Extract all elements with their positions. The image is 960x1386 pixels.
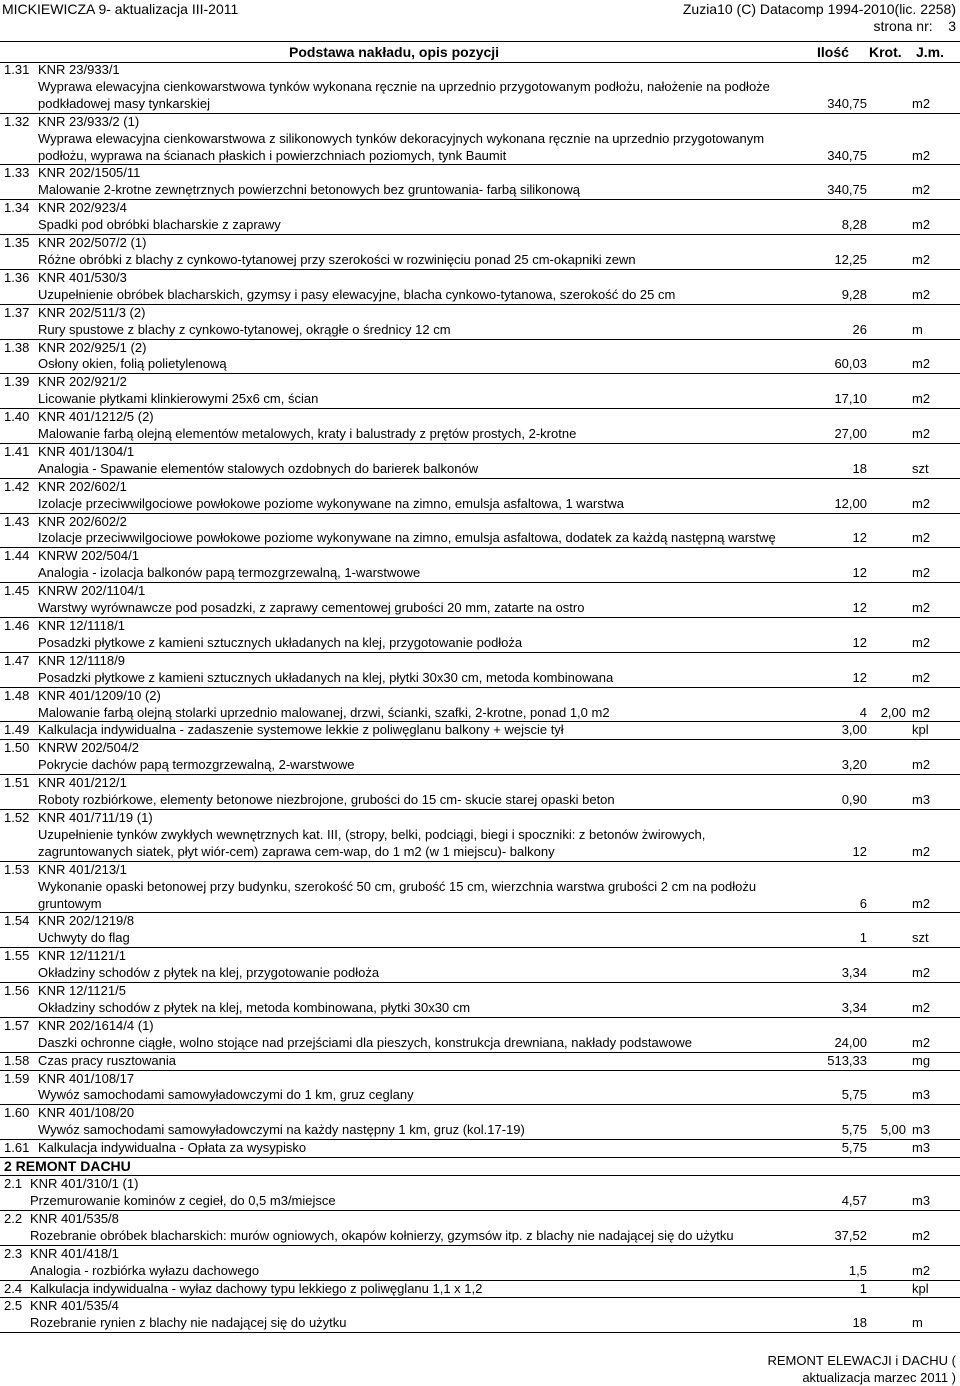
item-quantity: 4 bbox=[859, 704, 867, 720]
item-number: 1.53 bbox=[4, 861, 30, 877]
table-row bbox=[0, 1246, 960, 1281]
table-row bbox=[0, 479, 960, 514]
table-row bbox=[0, 114, 960, 166]
item-unit: m2 bbox=[912, 251, 931, 267]
item-code: KNR 12/1118/9 bbox=[38, 652, 125, 668]
item-description: Spadki pod obróbki blacharskie z zaprawy bbox=[38, 217, 281, 233]
table-row bbox=[0, 1298, 960, 1333]
item-unit: m2 bbox=[912, 965, 931, 981]
item-quantity: 26 bbox=[852, 321, 867, 337]
item-description: Okładziny schodów z płytek na klej, przygotowanie podłoża bbox=[38, 965, 380, 981]
table-row bbox=[0, 810, 960, 862]
item-unit: m2 bbox=[912, 182, 931, 198]
column-unit: J.m. bbox=[916, 44, 945, 60]
item-description: Warstwy wyrównawcze pod posadzki, z zaprawy cementowej grubości 20 mm, zatarte na ostro bbox=[38, 600, 585, 616]
table-row bbox=[0, 514, 960, 549]
item-unit: m2 bbox=[912, 147, 931, 163]
item-quantity: 3,20 bbox=[841, 757, 867, 773]
item-number: 1.59 bbox=[4, 1070, 30, 1086]
item-number: 2.1 bbox=[4, 1176, 23, 1192]
page-indicator bbox=[683, 18, 956, 35]
item-description: Wywóz samochodami samowyładowczymi na każdy następny 1 km, gruz (kol.17-19) bbox=[38, 1122, 525, 1138]
table-row bbox=[0, 913, 960, 948]
item-quantity: 6 bbox=[859, 895, 867, 911]
item-unit: m2 bbox=[912, 843, 931, 859]
item-quantity: 27,00 bbox=[834, 426, 867, 442]
item-description: Izolacje przeciwwilgociowe powłokowe poziome wykonywane na zimno, emulsja asfaltowa, 1 warstwa bbox=[38, 495, 624, 511]
item-quantity: 1 bbox=[859, 1280, 867, 1296]
item-quantity: 12,25 bbox=[834, 251, 867, 267]
item-number: 2.4 bbox=[4, 1280, 23, 1296]
item-number: 1.41 bbox=[4, 443, 30, 459]
item-description: Rozebranie obróbek blacharskich: murów ogniowych, okapów kołnierzy, gzymsów itp. z blachy nie nadającej się do użytku bbox=[30, 1227, 734, 1243]
item-description: Okładziny schodów z płytek na klej, metoda kombinowana, płytki 30x30 cm bbox=[38, 999, 471, 1015]
item-unit: m2 bbox=[912, 1262, 931, 1278]
item-quantity: 12 bbox=[852, 600, 867, 616]
item-code: KNR 401/310/1 (1) bbox=[30, 1176, 139, 1192]
document-title: MICKIEWICZA 9- aktualizacja III-2011 bbox=[2, 1, 239, 17]
item-unit: m2 bbox=[912, 286, 931, 302]
item-quantity: 12 bbox=[852, 843, 867, 859]
table-row bbox=[0, 583, 960, 618]
item-description: Rury spustowe z blachy z cynkowo-tytanowej, okrągłe o średnicy 12 cm bbox=[38, 321, 451, 337]
item-unit: m3 bbox=[912, 1122, 931, 1138]
item-unit: m2 bbox=[912, 495, 931, 511]
item-unit: m3 bbox=[912, 1140, 931, 1156]
item-number: 1.46 bbox=[4, 618, 30, 633]
item-code: KNRW 202/1104/1 bbox=[38, 583, 146, 599]
item-unit: m2 bbox=[912, 530, 931, 546]
table-row bbox=[0, 270, 960, 305]
item-quantity: 3,34 bbox=[841, 999, 867, 1015]
item-unit: m2 bbox=[912, 757, 931, 773]
item-description: Malowanie farbą olejną elementów metalowych, kraty i balustrady z prętów prostych, 2-krotne bbox=[38, 426, 577, 442]
item-unit: m2 bbox=[912, 95, 931, 111]
table-row bbox=[0, 340, 960, 375]
item-quantity: 340,75 bbox=[827, 182, 867, 198]
item-quantity: 60,03 bbox=[834, 356, 867, 372]
item-quantity: 12 bbox=[852, 530, 867, 546]
table-row bbox=[0, 948, 960, 983]
item-description: Posadzki płytkowe z kamieni sztucznych układanych na klej, płytki 30x30 cm, metoda kombinowana bbox=[38, 669, 614, 685]
item-description: Wywóz samochodami samowyładowczymi do 1 km, gruz ceglany bbox=[38, 1087, 414, 1103]
item-unit: mg bbox=[912, 1052, 931, 1068]
item-number: 1.45 bbox=[4, 583, 30, 599]
item-number: 1.54 bbox=[4, 913, 30, 929]
table-row bbox=[0, 740, 960, 775]
item-description: Wyprawa elewacyjna cienkowarstwowa z silikonowych tynków dekoracyjnych wykonana ręcznie na uprzednio przygotowanym podłożu, wyprawa na ścianach płaskich i powierzchniach poziomych, tynk Baumit bbox=[38, 130, 765, 163]
item-quantity: 0,90 bbox=[841, 792, 867, 808]
item-code: KNR 202/923/4 bbox=[38, 200, 127, 216]
item-number: 1.55 bbox=[4, 948, 30, 964]
item-quantity: 24,00 bbox=[834, 1034, 867, 1050]
item-code: KNR 202/1219/8 bbox=[38, 913, 135, 929]
item-quantity: 18 bbox=[852, 1315, 867, 1331]
table-row bbox=[0, 1211, 960, 1246]
item-quantity: 340,75 bbox=[827, 147, 867, 163]
item-number: 1.32 bbox=[4, 113, 30, 129]
page-label: strona nr: bbox=[873, 18, 933, 34]
item-unit: m bbox=[912, 1315, 923, 1331]
item-description: Roboty rozbiórkowe, elementy betonowe niezbrojone, grubości do 15 cm- skucie starej opaski beton bbox=[38, 792, 615, 808]
column-desc: Podstawa nakładu, opis pozycji bbox=[289, 44, 500, 60]
item-code: KNR 202/602/1 bbox=[38, 478, 127, 494]
item-code: KNR 401/535/8 bbox=[30, 1210, 119, 1226]
item-code: KNR 202/925/1 (2) bbox=[38, 339, 147, 355]
footer bbox=[767, 1352, 956, 1386]
program-license: Zuzia10 (C) Datacomp 1994-2010(lic. 2258) bbox=[682, 1, 956, 17]
table-row bbox=[0, 653, 960, 688]
item-quantity: 37,52 bbox=[834, 1227, 867, 1243]
item-code: KNR 401/108/17 bbox=[38, 1070, 135, 1086]
item-number: 1.40 bbox=[4, 409, 30, 425]
item-unit: m2 bbox=[912, 999, 931, 1015]
item-description: Uzupełnienie tynków zwykłych wewnętrznych kat. III, (stropy, belki, podciągi, biegi i spoczniki: z betonów żwirowych, zagruntowanych siatek, płyt wiór-cem) zaprawa cem-wap, do 1 m2 (w 1 miejscu)- balkony bbox=[38, 826, 706, 859]
table-row bbox=[0, 444, 960, 479]
item-quantity: 3,34 bbox=[841, 965, 867, 981]
column-headers bbox=[0, 41, 960, 63]
item-code: KNR 202/511/3 (2) bbox=[38, 304, 146, 320]
item-unit: m2 bbox=[912, 704, 931, 720]
item-multiplier: 5,00 bbox=[880, 1122, 906, 1138]
item-code: KNR 401/1209/10 (2) bbox=[38, 687, 161, 703]
item-number: 2.2 bbox=[4, 1210, 23, 1226]
item-quantity: 12,00 bbox=[834, 495, 867, 511]
table-row bbox=[0, 983, 960, 1018]
item-code: KNR 401/1304/1 bbox=[38, 443, 135, 459]
page-number: 3 bbox=[948, 18, 956, 34]
item-description: Pokrycie dachów papą termozgrzewalną, 2-warstwowe bbox=[38, 757, 355, 773]
table-row bbox=[0, 1018, 960, 1053]
item-description: Kalkulacja indywidualna - zadaszenie systemowe lekkie z poliwęglanu balkony + wejscie tył bbox=[38, 722, 564, 738]
item-number: 1.39 bbox=[4, 374, 30, 390]
item-unit: m2 bbox=[912, 217, 931, 233]
item-number: 1.33 bbox=[4, 165, 30, 181]
footer-line2: aktualizacja marzec 2011 ) bbox=[802, 1370, 956, 1385]
table-row bbox=[0, 409, 960, 444]
item-quantity: 5,75 bbox=[841, 1087, 867, 1103]
item-quantity: 12 bbox=[852, 565, 867, 581]
item-quantity: 8,28 bbox=[841, 217, 867, 233]
item-unit: m2 bbox=[912, 895, 931, 911]
item-code: KNR 202/507/2 (1) bbox=[38, 235, 147, 251]
item-number: 1.34 bbox=[4, 200, 30, 216]
item-quantity: 1 bbox=[859, 930, 867, 946]
item-number: 1.52 bbox=[4, 809, 30, 825]
item-quantity: 513,33 bbox=[827, 1052, 867, 1068]
item-number: 1.31 bbox=[4, 62, 30, 77]
item-quantity: 5,75 bbox=[841, 1122, 867, 1138]
item-code: KNR 401/711/19 (1) bbox=[38, 809, 153, 825]
item-description: Przemurowanie kominów z cegieł, do 0,5 m3/miejsce bbox=[30, 1193, 336, 1208]
item-unit: m2 bbox=[912, 634, 931, 650]
item-code: KNR 401/535/4 bbox=[30, 1298, 119, 1314]
item-code: KNRW 202/504/2 bbox=[38, 740, 139, 756]
table-row bbox=[0, 1140, 960, 1158]
item-number: 1.51 bbox=[4, 775, 30, 791]
item-description: Kalkulacja indywidualna - wyłaz dachowy typu lekkiego z poliwęglanu 1,1 x 1,2 bbox=[30, 1280, 483, 1296]
column-qty: Ilość bbox=[817, 44, 849, 60]
item-code: KNR 202/921/2 bbox=[38, 374, 127, 390]
item-quantity: 5,75 bbox=[841, 1140, 867, 1156]
item-number: 1.47 bbox=[4, 652, 30, 668]
item-code: KNR 202/1505/11 bbox=[38, 165, 141, 181]
item-number: 1.37 bbox=[4, 304, 30, 320]
item-code: KNR 401/212/1 bbox=[38, 775, 127, 791]
item-unit: m2 bbox=[912, 565, 931, 581]
table-row bbox=[0, 374, 960, 409]
item-description: Rozebranie rynien z blachy nie nadającej się do użytku bbox=[30, 1315, 347, 1331]
item-unit: szt bbox=[912, 460, 929, 476]
section-title: 2 REMONT DACHU bbox=[0, 1158, 960, 1176]
item-code: KNR 202/602/2 bbox=[38, 513, 127, 529]
item-code: KNR 202/1614/4 (1) bbox=[38, 1017, 154, 1033]
item-code: KNR 12/1121/1 bbox=[38, 948, 126, 964]
item-code: KNR 401/1212/5 (2) bbox=[38, 409, 154, 425]
item-description: Osłony okien, folią polietylenową bbox=[38, 356, 227, 372]
item-multiplier: 2,00 bbox=[880, 704, 906, 720]
item-number: 1.61 bbox=[4, 1140, 30, 1156]
item-description: Różne obróbki z blachy z cynkowo-tytanowej przy szerokości w rozwinięciu ponad 25 cm-okapniki zewn bbox=[38, 251, 636, 267]
item-number: 1.50 bbox=[4, 740, 30, 756]
item-code: KNR 23/933/1 bbox=[38, 62, 120, 77]
item-unit: m2 bbox=[912, 1034, 931, 1050]
item-number: 1.43 bbox=[4, 513, 30, 529]
item-code: KNR 401/418/1 bbox=[30, 1245, 119, 1261]
item-description: Wyprawa elewacyjna cienkowarstwowa tynków wykonana ręcznie na uprzednio przygotowanym podłożu, nałożenie na podłoże podkładowej masy tynkarskiej bbox=[38, 78, 770, 111]
item-description: Analogia - Spawanie elementów stalowych ozdobnych do barierek balkonów bbox=[38, 460, 479, 476]
table-row bbox=[0, 165, 960, 200]
item-number: 1.56 bbox=[4, 983, 30, 999]
item-unit: kpl bbox=[912, 1280, 929, 1296]
item-code: KNR 12/1118/1 bbox=[38, 618, 125, 633]
item-quantity: 1,5 bbox=[848, 1262, 867, 1278]
cost-items-table bbox=[0, 62, 960, 1333]
item-description: Uchwyty do flag bbox=[38, 930, 130, 946]
item-unit: m2 bbox=[912, 1227, 931, 1243]
table-row bbox=[0, 1053, 960, 1071]
item-quantity: 18 bbox=[852, 460, 867, 476]
table-row bbox=[0, 1281, 960, 1299]
column-krot: Krot. bbox=[869, 44, 902, 60]
footer-line1: REMONT ELEWACJI i DACHU ( bbox=[767, 1353, 956, 1368]
program-info bbox=[683, 1, 956, 35]
item-number: 1.60 bbox=[4, 1105, 30, 1121]
table-row bbox=[0, 235, 960, 270]
item-unit: m bbox=[912, 321, 923, 337]
table-row bbox=[0, 62, 960, 114]
item-number: 1.42 bbox=[4, 478, 30, 494]
item-quantity: 4,57 bbox=[841, 1193, 867, 1208]
item-description: Malowanie 2-krotne zewnętrznych powierzchni betonowych bez gruntowania- farbą silikonową bbox=[38, 182, 580, 198]
item-number: 1.38 bbox=[4, 339, 30, 355]
item-description: Licowanie płytkami klinkierowymi 25x6 cm, ścian bbox=[38, 391, 319, 407]
item-description: Izolacje przeciwwilgociowe powłokowe poziome wykonywane na zimno, emulsja asfaltowa, dodatek za każdą następną warstwę bbox=[38, 530, 776, 546]
item-code: KNR 12/1121/5 bbox=[38, 983, 126, 999]
table-row bbox=[0, 1176, 960, 1211]
item-number: 1.57 bbox=[4, 1017, 30, 1033]
table-row bbox=[0, 548, 960, 583]
item-unit: m2 bbox=[912, 426, 931, 442]
table-row bbox=[0, 775, 960, 810]
table-row bbox=[0, 305, 960, 340]
item-code: KNR 401/108/20 bbox=[38, 1105, 135, 1121]
item-description: Malowanie farbą olejną stolarki uprzednio malowanej, drzwi, ścianki, szafki, 2-krotne, ponad 1,0 m2 bbox=[38, 704, 610, 720]
item-number: 2.3 bbox=[4, 1245, 23, 1261]
item-number: 1.35 bbox=[4, 235, 30, 251]
table-row bbox=[0, 722, 960, 740]
item-description: Daszki ochronne ciągłe, wolno stojące nad przejściami dla pieszych, konstrukcja drewniana, nakłady podstawowe bbox=[38, 1034, 692, 1050]
item-number: 1.44 bbox=[4, 548, 30, 564]
item-number: 1.58 bbox=[4, 1052, 30, 1068]
item-unit: m2 bbox=[912, 600, 931, 616]
item-unit: kpl bbox=[912, 722, 929, 738]
table-row bbox=[0, 688, 960, 723]
item-description: Wykonanie opaski betonowej przy budynku, szerokość 50 cm, grubość 15 cm, wierzchnia warstwa grubości 2 cm na podłożu gruntowym bbox=[38, 878, 757, 911]
item-code: KNR 401/213/1 bbox=[38, 861, 127, 877]
item-unit: m2 bbox=[912, 669, 931, 685]
item-number: 1.48 bbox=[4, 687, 30, 703]
item-number: 1.49 bbox=[4, 722, 30, 738]
item-description: Kalkulacja indywidualna - Opłata za wysypisko bbox=[38, 1140, 307, 1156]
item-description: Uzupełnienie obróbek blacharskich, gzymsy i pasy elewacyjne, blacha cynkowo-tytanowa, szerokość do 25 cm bbox=[38, 286, 676, 302]
item-unit: m3 bbox=[912, 1087, 931, 1103]
item-unit: szt bbox=[912, 930, 929, 946]
item-number: 1.36 bbox=[4, 269, 30, 285]
item-code: KNRW 202/504/1 bbox=[38, 548, 139, 564]
item-unit: m3 bbox=[912, 1193, 931, 1208]
table-row bbox=[0, 1105, 960, 1140]
item-quantity: 17,10 bbox=[834, 391, 867, 407]
table-row bbox=[0, 862, 960, 914]
item-code: KNR 23/933/2 (1) bbox=[38, 113, 140, 129]
item-quantity: 340,75 bbox=[827, 95, 867, 111]
item-quantity: 9,28 bbox=[841, 286, 867, 302]
item-unit: m2 bbox=[912, 391, 931, 407]
item-quantity: 12 bbox=[852, 634, 867, 650]
item-unit: m3 bbox=[912, 792, 931, 808]
item-number: 2.5 bbox=[4, 1298, 23, 1314]
item-description: Czas pracy rusztowania bbox=[38, 1052, 176, 1068]
item-description: Posadzki płytkowe z kamieni sztucznych układanych na klej, przygotowanie podłoża bbox=[38, 634, 523, 650]
item-unit: m2 bbox=[912, 356, 931, 372]
table-row bbox=[0, 1071, 960, 1106]
item-quantity: 12 bbox=[852, 669, 867, 685]
item-description: Analogia - izolacja balkonów papą termozgrzewalną, 1-warstwowe bbox=[38, 565, 421, 581]
table-row bbox=[0, 200, 960, 235]
table-row bbox=[0, 618, 960, 653]
item-quantity: 3,00 bbox=[841, 722, 867, 738]
item-description: Analogia - rozbiórka wyłazu dachowego bbox=[30, 1262, 260, 1278]
item-code: KNR 401/530/3 bbox=[38, 269, 127, 285]
